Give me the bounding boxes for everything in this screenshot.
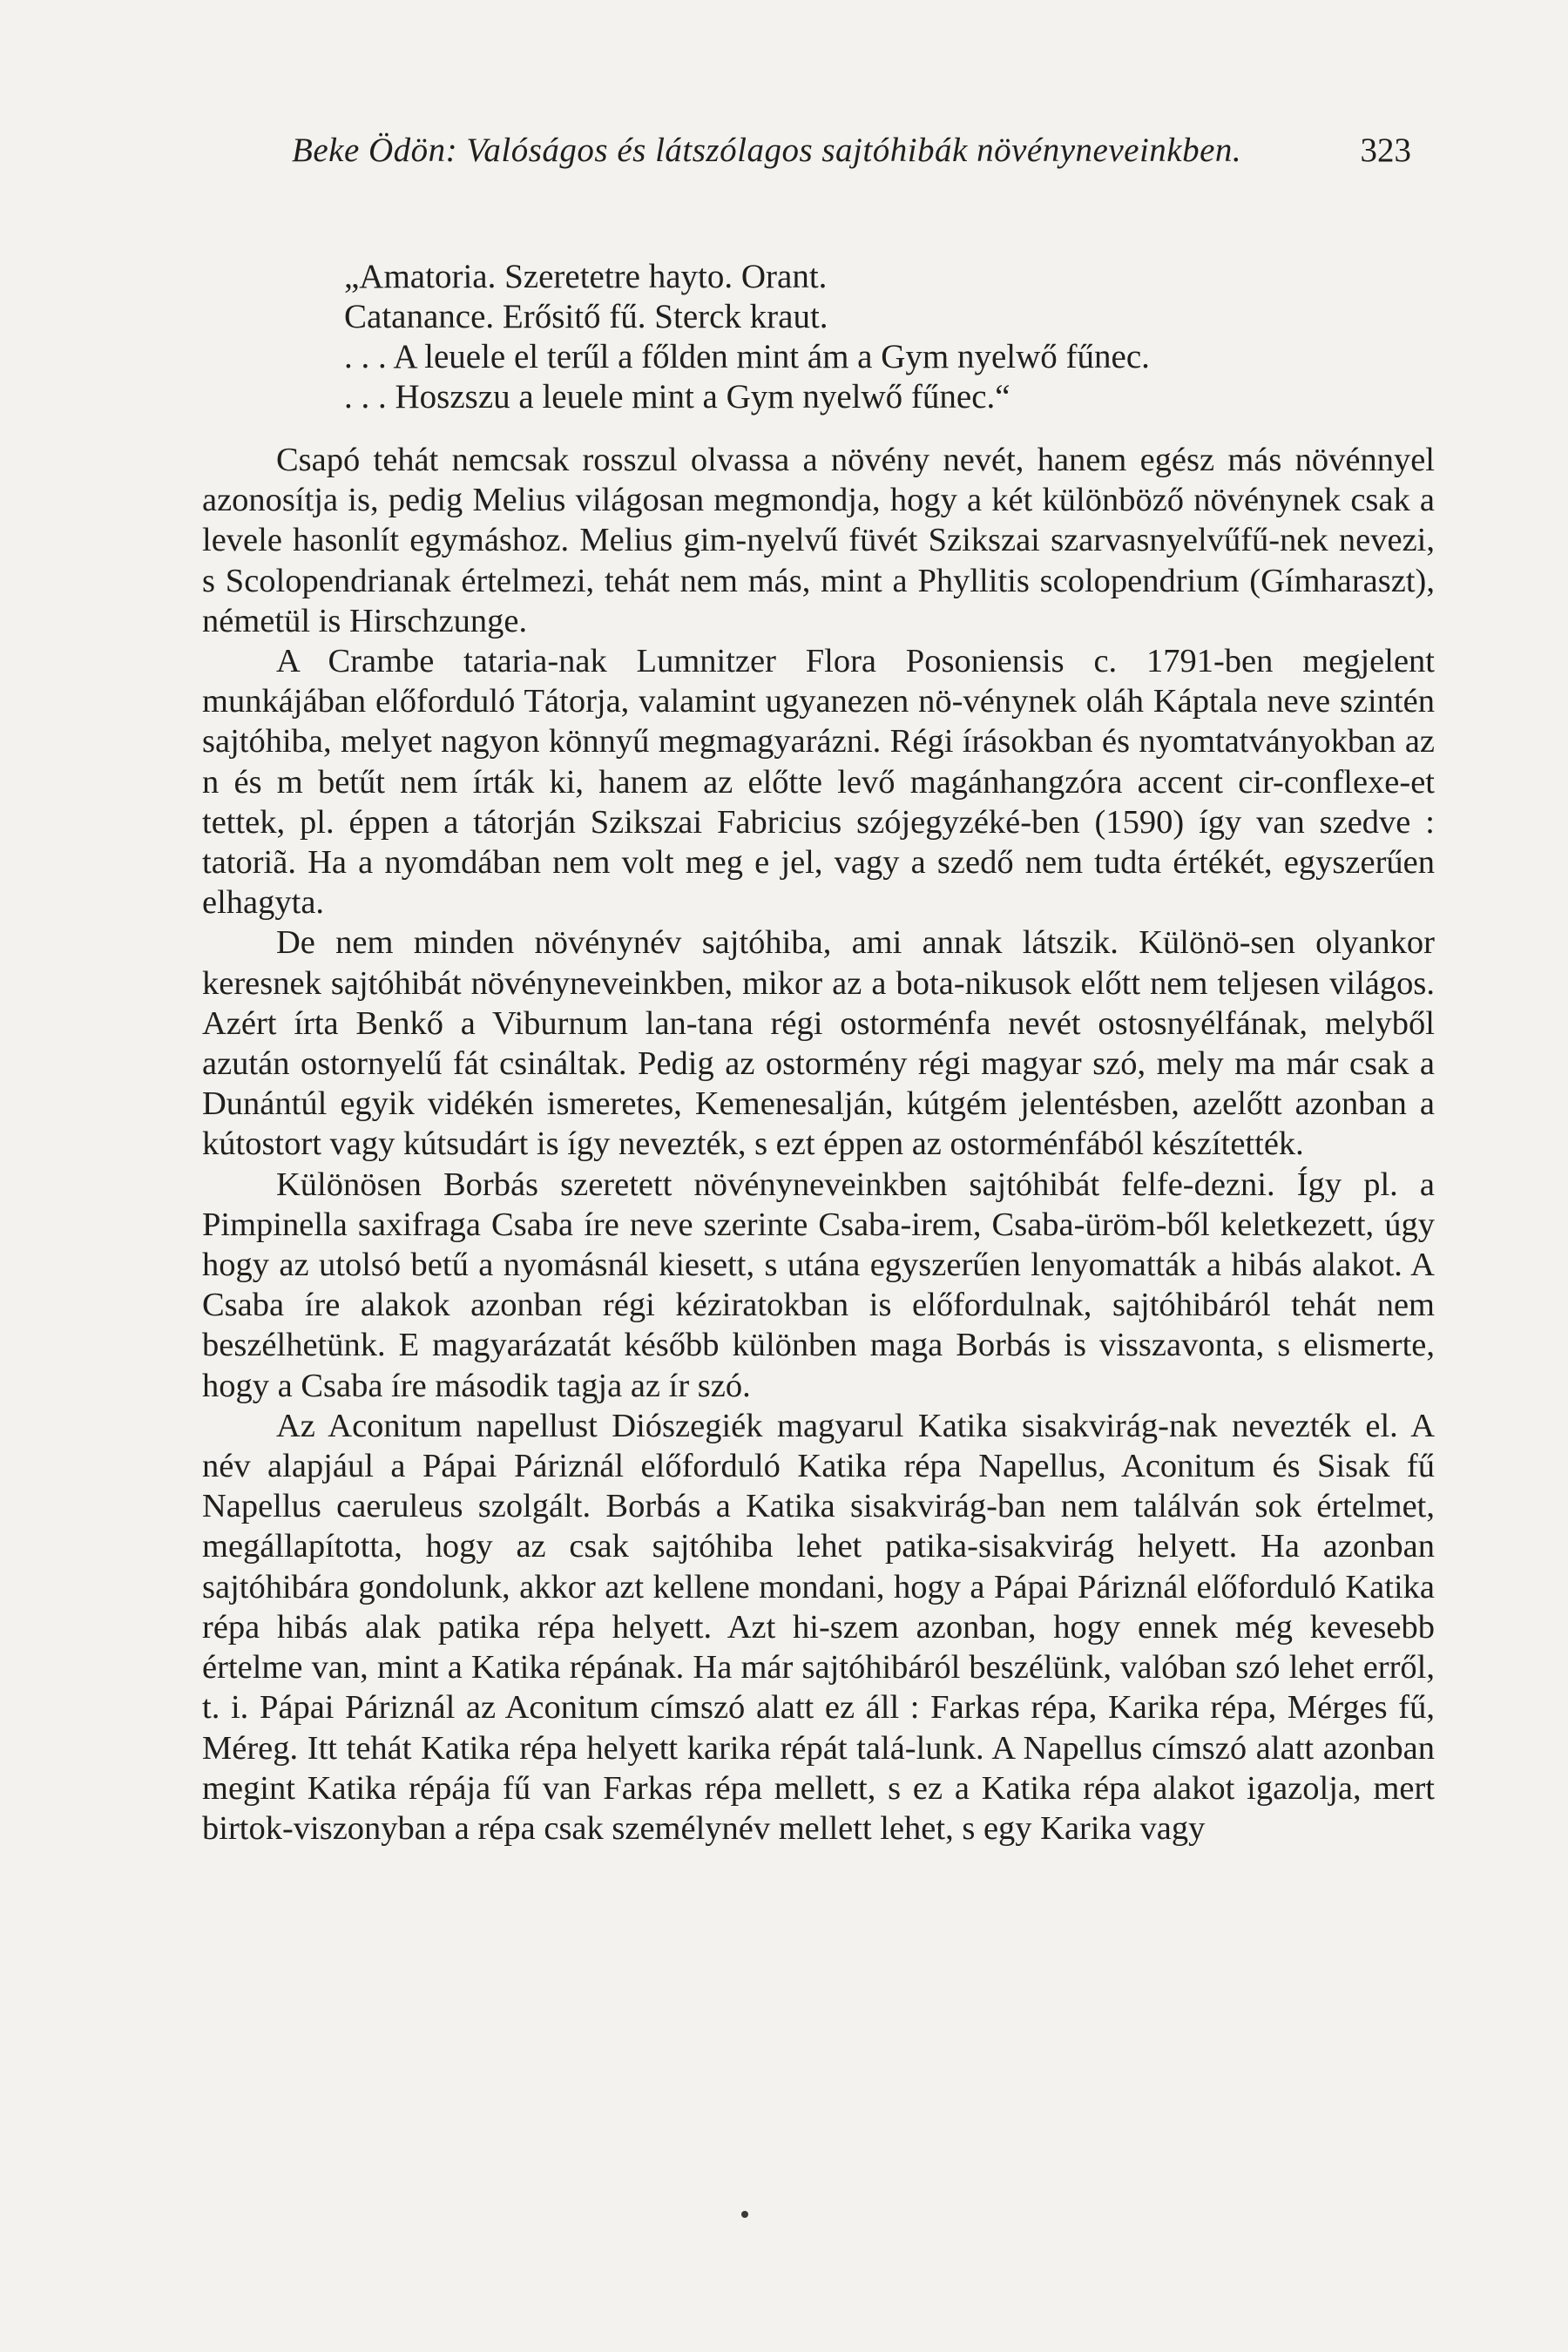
printer-dot-ornament (741, 2211, 748, 2218)
page-number: 323 (1360, 132, 1411, 169)
body-text (202, 440, 1435, 1848)
paragraph: Különösen Borbás szeretett növényneveinkben sajtóhibát felfe-dezni. Így pl. a Pimpinella saxifraga Csaba íre neve szerinte Csaba-irem, Csaba-üröm-ből keletkezett, úgy hogy az utolsó betű a nyomásnál kiesett, s utána egyszerűen lenyomatták a hibás alakot. A Csaba íre alakok azonban régi kéziratokban is előfordulnak, sajtóhibáról tehát nem beszélhetünk. E magyarázatát később különben maga Borbás is visszavonta, s elismerte, hogy a Csaba íre második tagja az ír szó. (202, 1166, 1435, 1404)
paragraph: De nem minden növénynév sajtóhiba, ami annak látszik. Különö-sen olyankor keresnek sajtóhibát növényneveinkben, mikor az a bota-nikusok előtt nem teljesen világos. Azért írta Benkő a Viburnum lan-tana régi ostorménfa nevét ostosnyélfának, melyből azután ostornyelű fát csináltak. Pedig az ostormény régi magyar szó, mely ma már csak a Dunántúl egyik vidékén ismeretes, Kemenesalján, kútgém jelentésben, azelőtt azonban a kútostort vagy kútsudárt is így nevezték, s ezt éppen az ostorménfából készítették. (202, 924, 1435, 1163)
paragraph: Csapó tehát nemcsak rosszul olvassa a növény nevét, hanem egész más növénnyel azonosítja is, pedig Melius világosan megmondja, hogy a két különböző növénynek csak a levele hasonlít egymáshoz. Melius gim-nyelvű füvét Szikszai szarvasnyelvűfű-nek nevezi, s Scolopendrianak értelmezi, tehát nem más, mint a Phyllitis scolopendrium (Gímharaszt), németül is Hirschzunge. (202, 442, 1435, 639)
quote-line: . . . Hoszszu a leuele mint a Gym nyelwő fűnec.“ (344, 378, 1010, 416)
paragraph: A Crambe tataria-nak Lumnitzer Flora Posoniensis c. 1791-ben megjelent munkájában előforduló Tátorja, valamint ugyanezen nö-vénynek oláh Káptala neve szintén sajtóhiba, melyet nagyon könnyű megmagyarázni. Régi írásokban és nyomtatványokban az n és m betűt nem írták ki, hanem az előtte levő magánhangzóra accent cir-conflexe-et tettek, pl. éppen a tátorján Szikszai Fabricius szójegyzéké-ben (1590) így van szedve : tatoriã. Ha a nyomdában nem volt meg e jel, vagy a szedő nem tudta értékét, egyszerűen elhagyta. (202, 643, 1435, 922)
quote-line: . . . A leuele el terűl a főlden mint ám a Gym nyelwő fűnec. (344, 338, 1150, 375)
header-title: Beke Ödön: Valóságos és látszólagos sajtóhibák növényneveinkben. (292, 132, 1242, 169)
quote-line: „Amatoria. Szeretetre hayto. Orant. (344, 258, 828, 295)
quote-block (344, 257, 1372, 417)
running-head (292, 131, 1411, 174)
paragraph: Az Aconitum napellust Diószegiék magyarul Katika sisakvirág-nak nevezték el. A név alapjául a Pápai Páriznál előforduló Katika répa Napellus, Aconitum és Sisak fű Napellus caeruleus szolgált. Borbás a Katika sisakvirág-ban nem találván sok értelmet, megállapította, hogy az csak sajtóhiba lehet patika-sisakvirág helyett. Ha azonban sajtóhibára gondolunk, akkor azt kellene mondani, hogy a Pápai Páriznál előforduló Katika répa hibás alak patika répa helyett. Azt hi-szem azonban, hogy ennek még kevesebb értelme van, mint a Katika répának. Ha már sajtóhibáról beszélünk, valóban szó lehet erről, t. i. Pápai Páriznál az Aconitum címszó alatt ez áll : Farkas répa, Karika répa, Mérges fű, Méreg. Itt tehát Katika répa helyett karika répát talá-lunk. A Napellus címszó alatt azonban megint Katika répája fű van Farkas répa mellett, s ez a Katika répa alakot igazolja, mert birtok-viszonyban a répa csak személynév mellett lehet, s egy Karika vagy (202, 1407, 1435, 1847)
quote-line: Catanance. Erősitő fű. Sterck kraut. (344, 298, 828, 335)
